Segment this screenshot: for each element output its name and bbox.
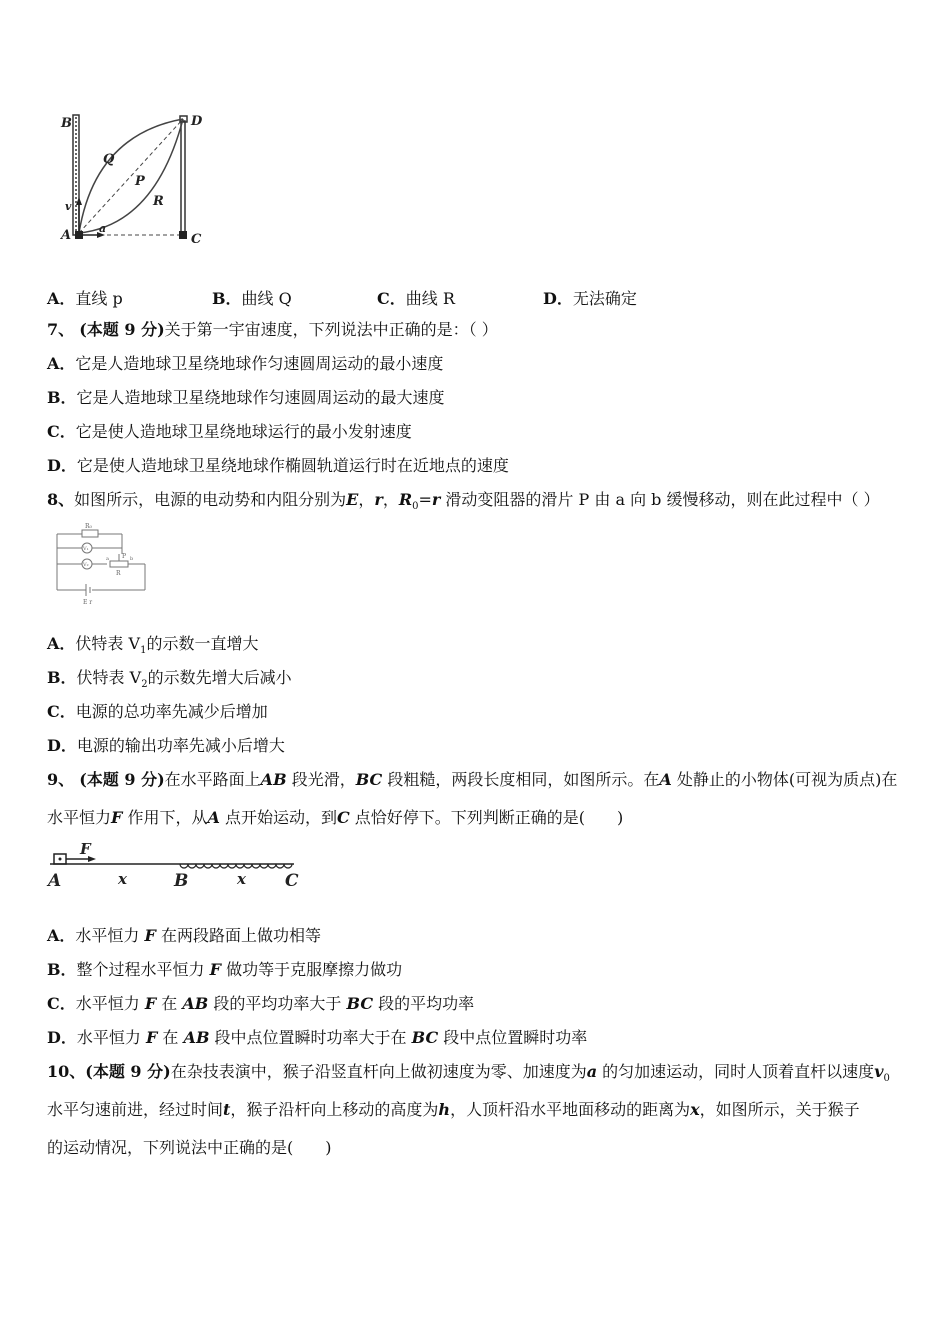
q6-label-A: A: [61, 228, 72, 243]
q6-label-C: C: [191, 232, 202, 247]
q9-label-x2: x: [237, 870, 246, 888]
q8-option-d[interactable]: D．电源的输出功率先减小后增大: [47, 736, 285, 755]
q10-stem-line3: 的运动情况，下列说法中正确的是( ): [47, 1138, 332, 1157]
q6-label-P: P: [135, 174, 145, 189]
q8-label-R: R: [116, 570, 121, 577]
q9-label-B: B: [174, 871, 189, 891]
q6-label-D: D: [191, 114, 203, 129]
q7-option-d[interactable]: D．它是使人造地球卫星绕地球作椭圆轨道运行时在近地点的速度: [47, 456, 509, 475]
q6-label-a: a: [99, 222, 107, 235]
q7-option-c[interactable]: C．它是使人造地球卫星绕地球运行的最小发射速度: [47, 422, 412, 441]
q9-label-x1: x: [118, 870, 127, 888]
q8-label-V1: V₁: [83, 546, 89, 552]
q9-option-c[interactable]: C．水平恒力 F 在 AB 段的平均功率大于 BC 段的平均功率: [47, 994, 475, 1013]
q7-option-a[interactable]: A．它是人造地球卫星绕地球作匀速圆周运动的最小速度: [47, 354, 444, 373]
q6-option-d[interactable]: D．无法确定: [543, 289, 637, 308]
q10-stem-line2: 水平匀速前进，经过时间t，猴子沿杆向上移动的高度为h，人顶杆沿水平地面移动的距离为x，如图所示，关于猴子: [47, 1100, 860, 1119]
q9-option-b[interactable]: B．整个过程水平恒力 F 做功等于克服摩擦力做功: [47, 960, 403, 979]
q8-option-a[interactable]: A．伏特表 $V_1$的示数一直增大: [47, 634, 259, 657]
q8-stem: 8、如图所示，电源的电动势和内阻分别为E，r，$R_0=r$ 滑动变阻器的滑片 P 由 a 向 b 缓慢移动，则在此过程中（ ）: [47, 490, 880, 513]
q6-option-b[interactable]: B．曲线 Q: [212, 289, 292, 308]
q9-label-A: A: [48, 871, 62, 891]
q8-option-c[interactable]: C．电源的总功率先减少后增加: [47, 702, 268, 721]
q8-label-P: P: [122, 553, 127, 560]
q8-label-R0: R₀: [85, 523, 92, 530]
q7-stem: 7、 (本题 9 分)关于第一宇宙速度，下列说法中正确的是：（ ）: [47, 320, 498, 339]
q6-trajectory-figure: [55, 105, 215, 255]
q8-circuit-figure: [52, 524, 152, 606]
q9-stem-line2: 水平恒力F 作用下，从A 点开始运动，到C 点恰好停下。下列判断正确的是( ): [47, 808, 624, 827]
q9-track-figure: [46, 838, 306, 894]
q6-label-R: R: [153, 194, 164, 209]
q7-option-b[interactable]: B．它是人造地球卫星绕地球作匀速圆周运动的最大速度: [47, 388, 445, 407]
q9-option-d[interactable]: D．水平恒力 F 在 AB 段中点位置瞬时功率大于在 BC 段中点位置瞬时功率: [47, 1028, 588, 1047]
q8-option-b[interactable]: B．伏特表 $V_2$的示数先增大后减小: [47, 668, 292, 691]
q9-option-a[interactable]: A．水平恒力 F 在两段路面上做功相等: [47, 926, 321, 945]
q10-stem-line1: 10、(本题 9 分)在杂技表演中，猴子沿竖直杆向上做初速度为零、加速度为a 的匀加速运动，同时人顶着直杆以速度$v_0$: [47, 1062, 890, 1085]
q6-option-a[interactable]: A．直线 p: [47, 289, 123, 308]
q6-label-v: v: [65, 200, 72, 213]
q6-label-Q: Q: [103, 152, 115, 167]
q8-label-b: b: [130, 556, 134, 562]
q9-label-C: C: [285, 871, 299, 891]
q8-label-V2: V₂: [83, 562, 89, 568]
q8-label-Er: E r: [83, 599, 93, 606]
q9-label-F: F: [80, 840, 91, 858]
q8-label-a: a: [106, 556, 109, 562]
q6-option-c[interactable]: C．曲线 R: [377, 289, 455, 308]
q6-label-B: B: [61, 116, 72, 131]
q9-stem-line1: 9、 (本题 9 分)在水平路面上AB 段光滑，BC 段粗糙，两段长度相同，如图所示。在A 处静止的小物体(可视为质点)在: [47, 770, 898, 789]
